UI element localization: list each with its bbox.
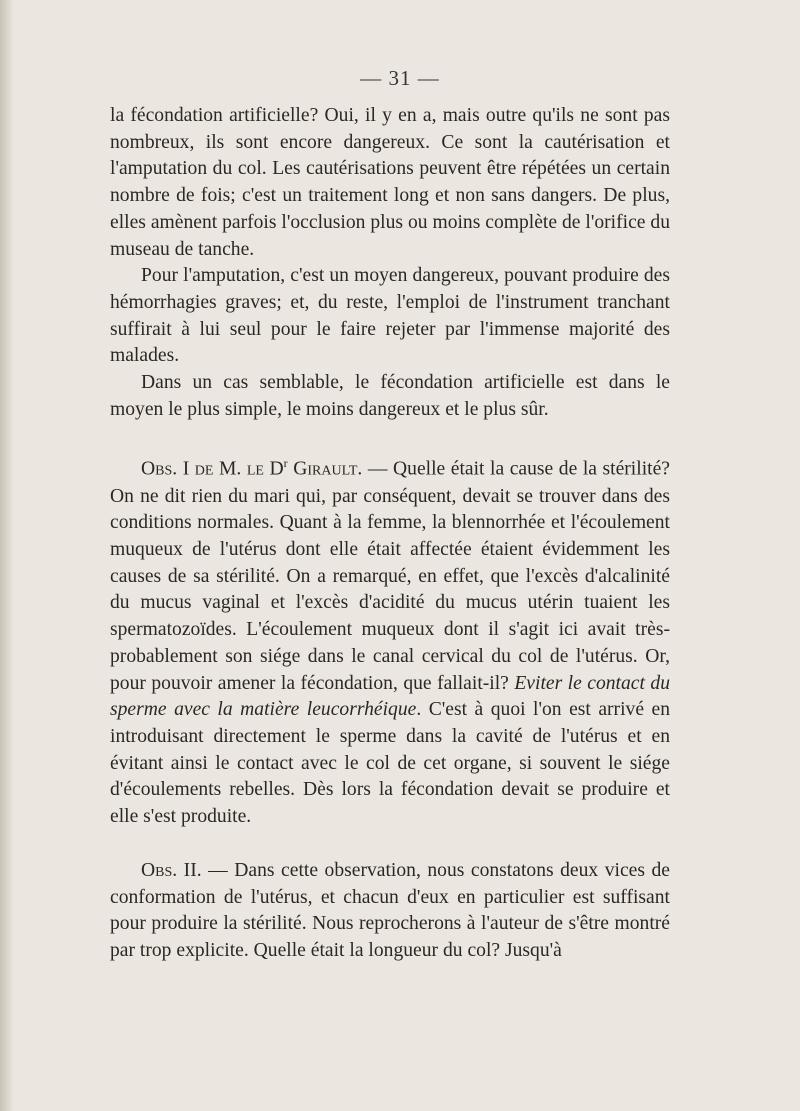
page-spine-shadow [0,0,14,1111]
observation-2 [110,858,670,965]
section-gap [110,423,670,450]
observation-1-heading-end: Girault. — [287,458,393,480]
page-text [110,103,670,965]
observation-2-text: Dans cette observation, nous constatons deux vices de conformation de l'utérus, et chacun d'eux en particulier est suffisant pour produire la stérilité. Nous reprocherons à l'auteur de s'être montré par trop explicite. Quelle était la longueur du col? Jusqu'à [110,859,670,961]
observation-1-heading-sup: r [283,456,288,471]
page-number: — 31 — [360,66,440,90]
paragraph-1: la fécondation artificielle? Oui, il y en a, mais outre qu'ils ne sont pas nombreux, ils sont encore dangereux. Ce sont la cautérisation et l'amputation du col. Les cautérisations peuvent être répétées un certain nombre de fois; c'est un traitement long et non sans dangers. De plus, elles amènent parfois l'occlusion plus ou moins complète de l'orifice du museau de tanche. [110,105,670,260]
paragraph-2: Pour l'amputation, c'est un moyen dangereux, pouvant produire des hémorrhagies graves; et, du reste, l'emploi de l'instrument tranchant suffirait à lui seul pour le faire rejeter par l'immense majorité des malades. [110,265,670,367]
observation-1-italic: Eviter le contact du sperme avec la matière leucorrhéique [110,672,670,721]
observation-1 [110,450,670,830]
observation-1-heading: Obs. I de M. le D [141,458,284,480]
observation-1-text-a: Quelle était la cause de la stérilité? On ne dit rien du mari qui, par conséquent, devait se trouver dans des conditions normales. Quant à la femme, la blennorrhée et l'écoulement muqueux de l'utérus dont elle était affectée étaient évidemment les causes de sa stérilité. On a remarqué, en effet, que l'excès d'alcalinité du mucus vaginal et l'excès d'acidité du mucus utérin tuaient les spermatozoïdes. L'écoulement muqueux dont il s'agit ici avait très-probablement son siége dans le canal cervical du col de l'utérus. Or, pour pouvoir amener la fécondation, que fallait-il? [110,458,670,694]
paragraph-3: Dans un cas semblable, le fécondation artificielle est dans le moyen le plus simple, le moins dangereux et le plus sûr. [110,372,670,420]
observation-1-text-b: . C'est à quoi l'on est arrivé en introduisant directement le sperme dans la cavité de l'utérus et en évitant ainsi le contact avec le col de cet organe, si souvent le siége d'écoulements rebelles. Dès lors la fécondation devait se produire et elle s'est produite. [110,699,670,828]
observation-2-heading: Obs. II. — [141,859,235,881]
section-gap [110,831,670,858]
